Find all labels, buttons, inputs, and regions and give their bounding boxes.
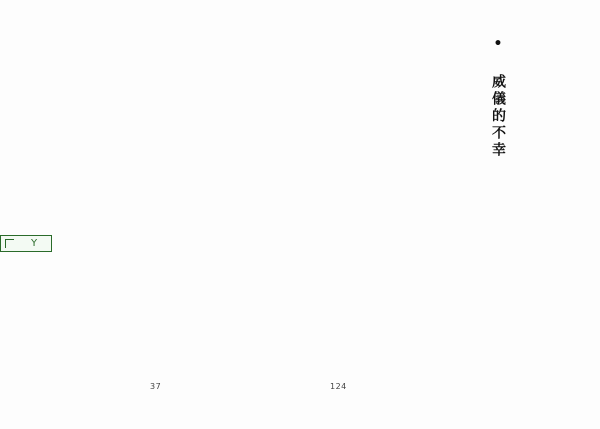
- bookmark-corner-icon: [5, 239, 14, 248]
- bookmark-tab[interactable]: [0, 235, 52, 252]
- bookmark-tab-label: Y: [31, 238, 38, 249]
- right-page-body-paragraph: [312, 24, 482, 354]
- section-heading: • 威儀的不幸: [490, 36, 506, 159]
- left-page-footer: 37: [150, 382, 162, 391]
- left-page-bottom-paragraph: [118, 250, 268, 350]
- left-page-top-paragraph: [140, 24, 270, 264]
- right-page-footer: 124: [330, 382, 347, 391]
